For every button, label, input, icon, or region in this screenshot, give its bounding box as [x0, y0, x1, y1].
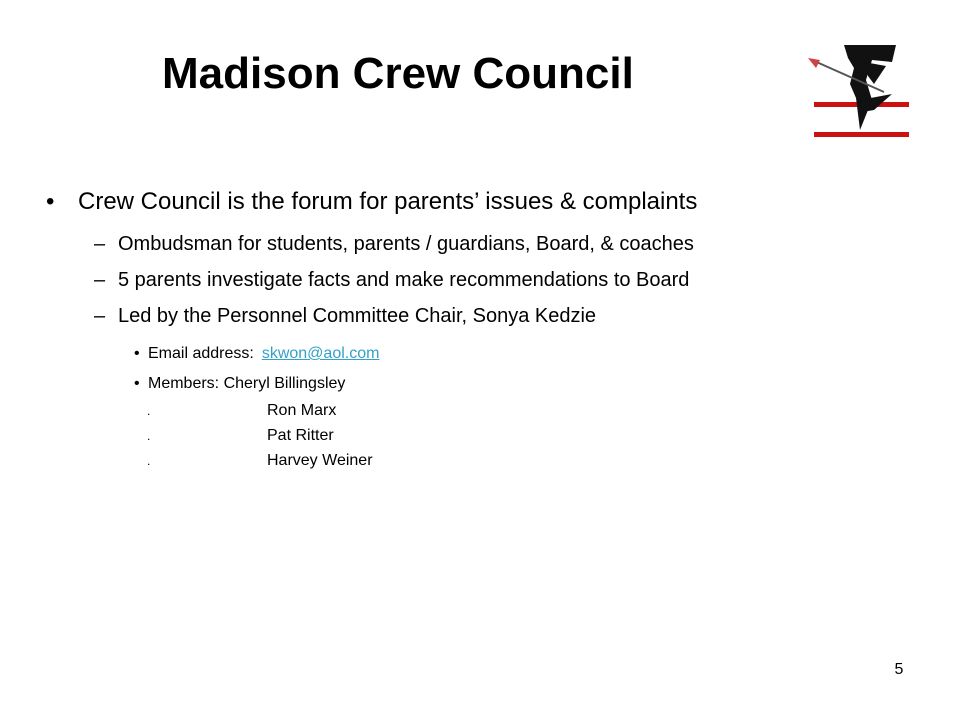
email-label: Email address: — [148, 345, 254, 362]
slide-title: Madison Crew Council — [162, 49, 634, 98]
dash-marker: – — [94, 269, 106, 291]
members-label: Members: Cheryl Billingsley — [148, 375, 346, 392]
bullet-marker: • — [46, 188, 55, 215]
email-link[interactable]: skwon@aol.com — [261, 345, 380, 362]
member-name: Harvey Weiner — [267, 452, 373, 469]
bullet-marker: • — [134, 345, 140, 362]
page-number: 5 — [894, 661, 904, 678]
falcon-logo-icon — [804, 40, 914, 144]
bullet-marker: • — [134, 375, 140, 392]
member-dot: . — [147, 454, 151, 468]
dash-marker: – — [94, 305, 106, 327]
member-name: Ron Marx — [267, 402, 337, 419]
dash-marker: – — [94, 233, 106, 255]
main-point-text: Crew Council is the forum for parents’ issues & complaints — [78, 188, 698, 215]
member-name: Pat Ritter — [267, 427, 334, 444]
sub-point-text: Led by the Personnel Committee Chair, Sonya Kedzie — [118, 305, 597, 327]
sub-point-text: 5 parents investigate facts and make recommendations to Board — [118, 269, 690, 291]
member-dot: . — [147, 429, 151, 443]
sub-point-text: Ombudsman for students, parents / guardians, Board, & coaches — [118, 233, 694, 255]
member-dot: . — [147, 404, 151, 418]
